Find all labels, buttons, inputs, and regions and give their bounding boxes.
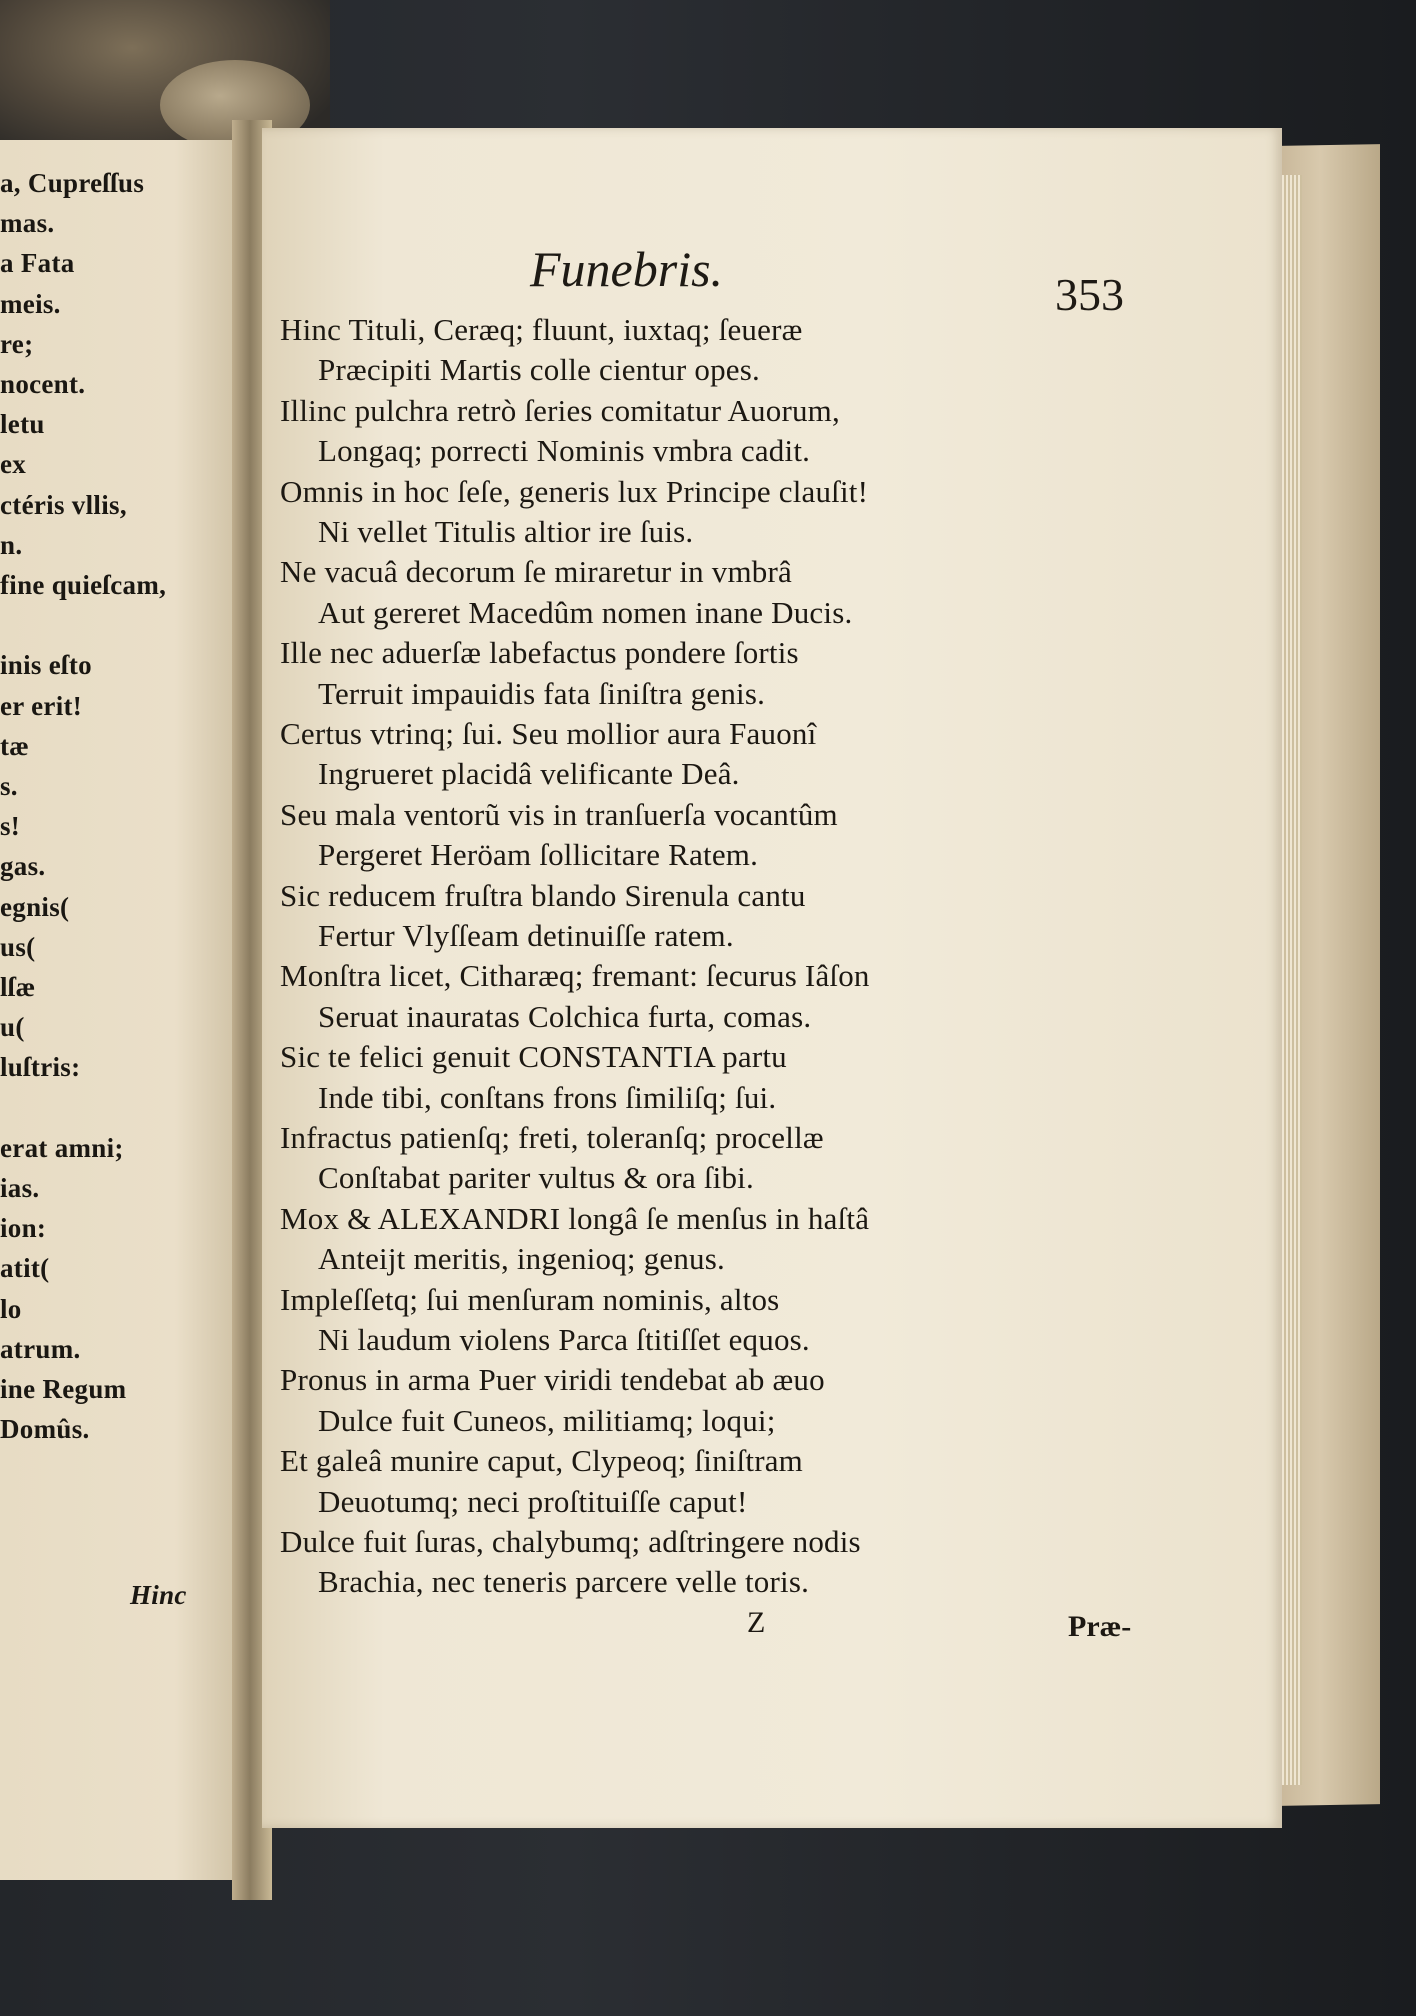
left-text-line: ion: [0, 1213, 47, 1244]
verse-line: Deuotumq; neci proſtituiſſe caput! [318, 1483, 748, 1519]
verse-line: Dulce fuit Cuneos, militiamq; loqui; [318, 1402, 776, 1438]
verse-line: Pergeret Heröam ſollicitare Ratem. [318, 837, 759, 873]
signature-mark: Z [747, 1606, 766, 1639]
left-text-line: inis eſto [0, 650, 92, 681]
left-text-line: luſtris: [0, 1052, 81, 1083]
left-text-line: er erit! [0, 690, 83, 721]
verse-line: Seu mala ventorũ vis in tranſuerſa vocantûm [280, 796, 838, 832]
left-text-line: gas. [0, 851, 46, 882]
verse-line: Inde tibi, conſtans frons ſimiliſq; ſui. [318, 1079, 777, 1115]
verse-line: Hinc Tituli, Ceræq; fluunt, iuxtaq; ſeueræ [280, 312, 803, 347]
verse-line: Dulce fuit ſuras, chalybumq; adſtringere nodis [280, 1524, 861, 1559]
left-text-line: egnis( [0, 891, 70, 922]
left-text-line: s. [0, 771, 18, 801]
verse-line: Ne vacuâ decorum ſe miraretur in vmbrâ [280, 554, 792, 590]
left-text-line: fine quieſcam, [0, 570, 167, 600]
verse-line: Ille nec aduerſæ labefactus pondere ſortis [280, 635, 799, 671]
verse-line: Anteijt meritis, ingenioq; genus. [318, 1241, 725, 1277]
verse-line: Pronus in arma Puer viridi tendebat ab æuo [280, 1362, 825, 1398]
page-number: 353 [1055, 269, 1124, 320]
verse-line: Aut gereret Macedûm nomen inane Ducis. [318, 594, 853, 630]
left-text-line: erat amni; [0, 1132, 124, 1163]
left-text-line: mas. [0, 208, 55, 239]
left-text-line: meis. [0, 288, 61, 319]
left-text-line: ias. [0, 1173, 40, 1203]
verse-line: Infractus patienſq; freti, toleranſq; procellæ [280, 1120, 824, 1155]
verse-line: Illinc pulchra retrò ſeries comitatur Auorum, [280, 392, 840, 428]
left-text-line: us( [0, 931, 36, 962]
left-text-line: tæ [0, 730, 30, 761]
left-text-line: a Fata [0, 248, 75, 279]
left-text-line: ine Regum [0, 1374, 127, 1404]
verse-line: Sic reducem fruſtra blando Sirenula cantu [280, 877, 806, 913]
verse-line: Omnis in hoc ſeſe, generis lux Principe clauſit! [280, 473, 869, 509]
left-text-line: atrum. [0, 1333, 81, 1364]
left-text-line: Domûs. [0, 1414, 90, 1445]
verse-line: Certus vtrinq; ſui. Seu mollior aura Fauonî [280, 716, 817, 751]
left-text-line: n. [0, 529, 23, 560]
left-text-line: a, Cupreſſus [0, 168, 145, 198]
verse-line: Longaq; porrecti Nominis vmbra cadit. [318, 433, 811, 469]
verse-line: Ni laudum violens Parca ſtitiſſet equos. [318, 1322, 810, 1357]
left-text-line: atit( [0, 1253, 50, 1284]
left-text-line: ctéris vllis, [0, 489, 127, 520]
verse-line: Sic te felici genuit CONSTANTIA partu [280, 1039, 787, 1075]
left-text-line: re; [0, 328, 34, 359]
left-text-line: ex [0, 449, 27, 480]
running-head: Funebris. [530, 241, 724, 297]
left-text-line: nocent. [0, 369, 86, 399]
verse-line: Impleſſetq; ſui menſuram nominis, altos [280, 1281, 780, 1317]
verse-line: Monſtra licet, Citharæq; fremant: ſecurus Iâſon [280, 958, 870, 994]
left-text-line: lſæ [0, 972, 36, 1002]
catchword: Præ- [1068, 1610, 1132, 1643]
verse-line: Brachia, nec teneris parcere velle toris. [318, 1564, 810, 1600]
left-text-line: s! [0, 811, 21, 842]
verse-line: Præcipiti Martis colle cientur opes. [318, 352, 760, 388]
verse-line: Mox & ALEXANDRI longâ ſe menſus in haſtâ [280, 1200, 870, 1236]
left-text-line: u( [0, 1012, 25, 1043]
left-text-line: letu [0, 409, 45, 440]
verse-line: Seruat inauratas Colchica furta, comas. [318, 998, 812, 1034]
verse-line: Et galeâ munire caput, Clypeoq; ſiniſtram [280, 1443, 803, 1479]
verse-line: Ingrueret placidâ velificante Deâ. [318, 756, 740, 792]
left-text-line: lo [0, 1293, 22, 1324]
verse-line: Terruit impauidis fata ſiniſtra genis. [318, 675, 766, 711]
verse-line: Ni vellet Titulis altior ire ſuis. [318, 514, 694, 549]
verse-line: Conſtabat pariter vultus & ora ſibi. [318, 1160, 754, 1196]
left-catchword: Hinc [130, 1580, 187, 1610]
verse-line: Fertur Vlyſſeam detinuiſſe ratem. [318, 918, 734, 953]
